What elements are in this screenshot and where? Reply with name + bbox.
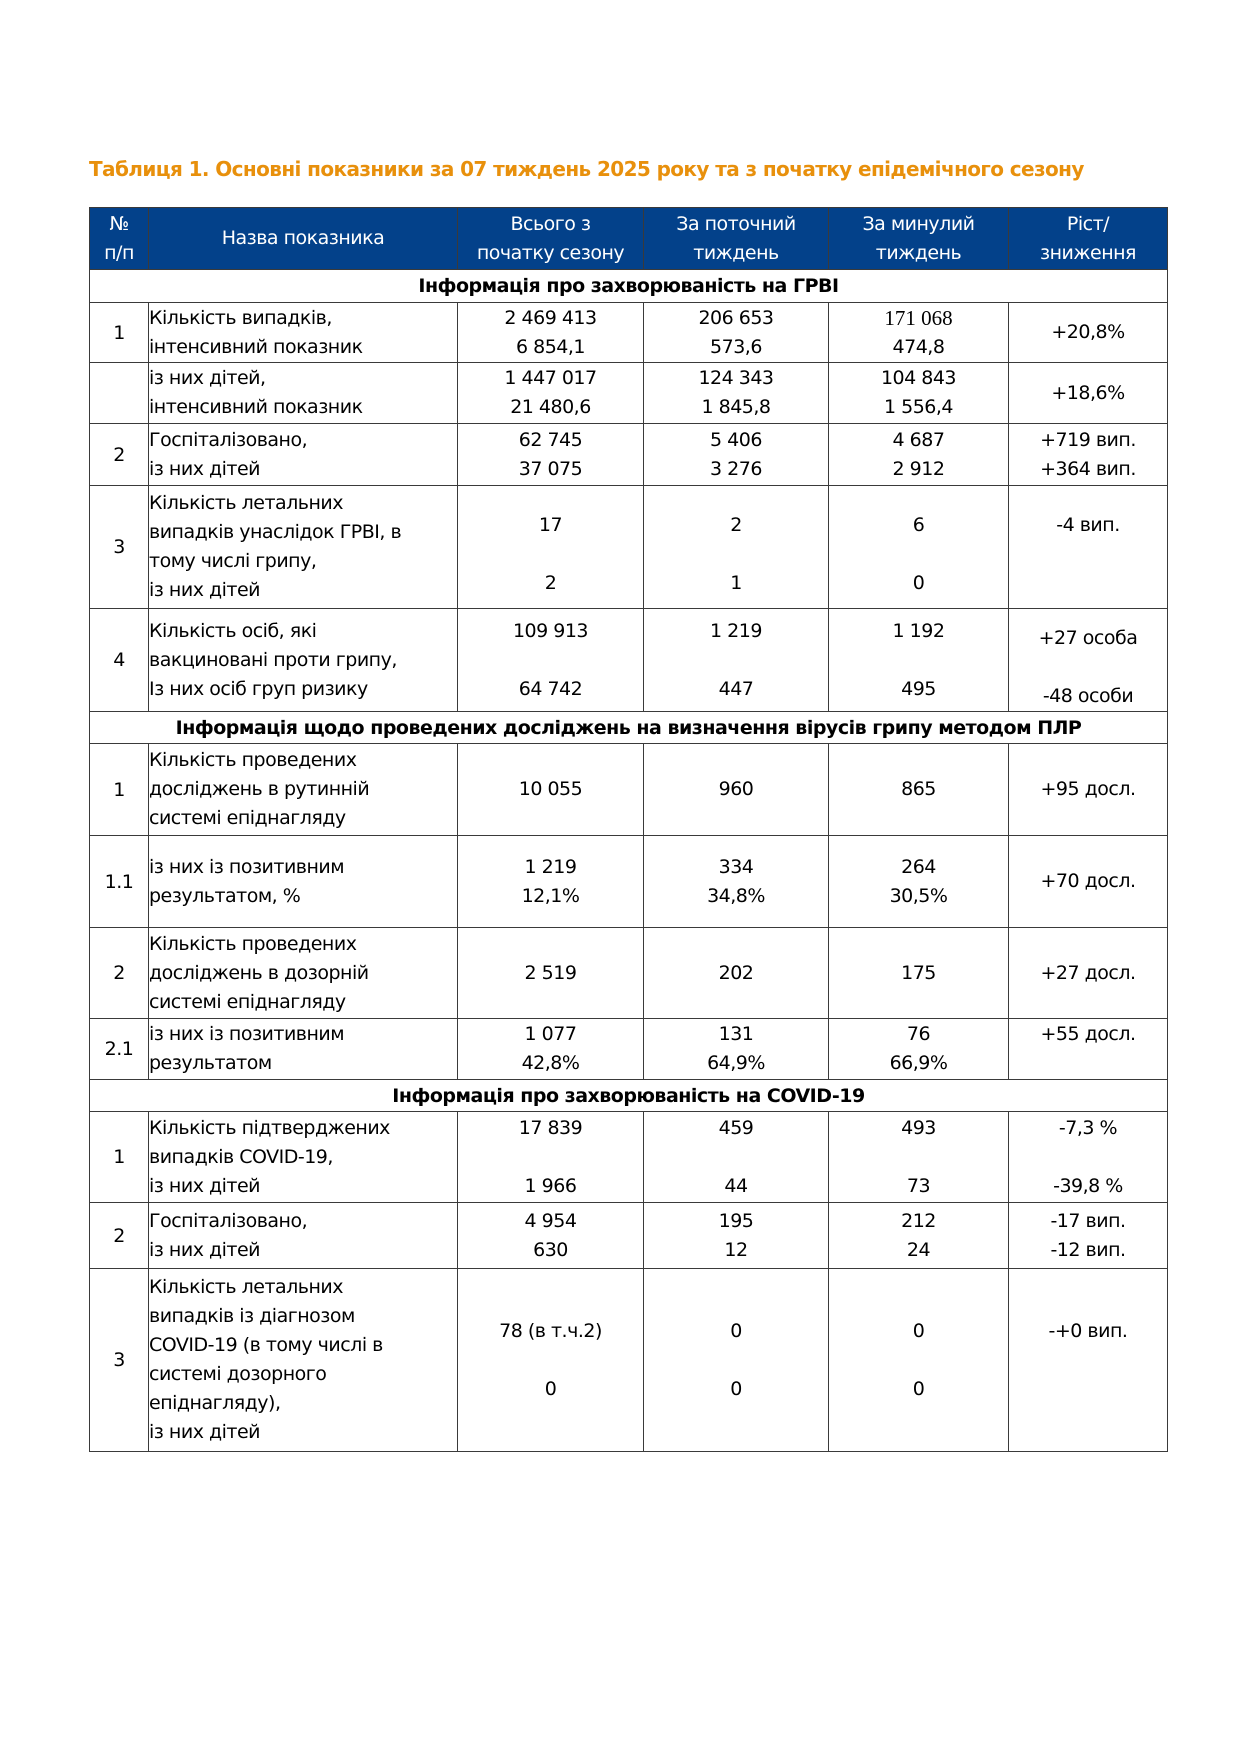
value-current-line: 44 (724, 1174, 748, 1197)
spacer (644, 646, 828, 675)
indicator-name-line: із них дітей (149, 1238, 260, 1261)
value-current (644, 363, 829, 424)
value-change-line: -17 вип. (1050, 1209, 1126, 1232)
header-previous-line2: тиждень (875, 241, 962, 264)
indicator-name (149, 303, 458, 363)
value-previous-line: 1 192 (892, 619, 945, 642)
value-previous-line: 0 (912, 1319, 925, 1342)
indicator-name-line: Кількість летальних (149, 1276, 344, 1298)
section-header-row (90, 270, 1168, 303)
table-row (90, 609, 1168, 712)
value-previous (829, 363, 1009, 424)
value-current (644, 836, 829, 928)
value-previous (829, 609, 1009, 712)
value-change-line: -39,8 % (1053, 1174, 1123, 1197)
value-change (1009, 1112, 1168, 1203)
spacer (458, 1346, 643, 1375)
spacer (1009, 653, 1167, 682)
row-number: 2 (90, 424, 149, 486)
indicator-name (149, 1019, 458, 1080)
indicator-name-line: досліджень в дозорній (149, 961, 369, 984)
value-total-line: 10 055 (518, 778, 583, 800)
value-current-line: 195 (718, 1209, 754, 1232)
value-previous (829, 486, 1009, 609)
row-number: 2 (90, 928, 149, 1019)
indicator-name-line: із них із позитивним (149, 855, 345, 878)
value-current (644, 1112, 829, 1203)
value-change-line: -12 вип. (1050, 1238, 1126, 1261)
header-total (458, 208, 644, 270)
row-number: 3 (90, 1269, 149, 1452)
table-header-row (90, 208, 1168, 270)
header-current-line2: тиждень (693, 241, 779, 264)
value-change (1009, 1019, 1168, 1080)
value-change-line: -7,3 % (1058, 1116, 1118, 1139)
indicator-name-line: Госпіталізовано, (149, 428, 308, 451)
value-previous-line: 4 687 (892, 428, 945, 451)
value-total-line: 2 (544, 572, 557, 594)
spacer (644, 496, 828, 511)
value-total (458, 1203, 644, 1269)
spacer (1009, 1143, 1167, 1172)
indicator-name-line: результатом, % (149, 884, 301, 907)
value-previous-line: 0 (912, 572, 925, 594)
value-previous (829, 303, 1009, 363)
indicator-name-line: результатом (149, 1052, 272, 1074)
spacer (1009, 496, 1167, 511)
value-current-line: 131 (718, 1023, 754, 1045)
value-current-line: 334 (718, 855, 754, 878)
value-current-line: 1 (730, 572, 742, 594)
section-title: Інформація про захворюваність на ГРВІ (90, 270, 1168, 303)
spacer (1009, 609, 1167, 624)
spacer (1009, 1346, 1167, 1375)
value-previous-line: 30,5% (889, 884, 948, 907)
indicator-name-line: із них дітей (149, 1421, 260, 1443)
value-change-line: -4 вип. (1056, 514, 1120, 536)
value-previous-line: 865 (901, 778, 936, 800)
spacer (1009, 1288, 1167, 1317)
value-total-line: 1 447 017 (504, 367, 597, 389)
value-change (1009, 486, 1168, 609)
row-number: 1 (90, 744, 149, 836)
value-previous (829, 744, 1009, 836)
indicator-name (149, 609, 458, 712)
value-previous-line: 212 (901, 1209, 936, 1232)
row-number: 1 (90, 1112, 149, 1203)
value-previous-line: 104 843 (880, 367, 957, 389)
spacer (644, 1143, 828, 1172)
indicator-name (149, 1269, 458, 1452)
indicator-name-line: досліджень в рутинній (149, 778, 370, 800)
header-name (149, 208, 458, 270)
value-change-line: -48 особи (1042, 685, 1134, 707)
value-current-line: 64,9% (707, 1052, 765, 1074)
indicator-name-line: із них дітей (149, 1174, 260, 1197)
value-current (644, 1269, 829, 1452)
value-change (1009, 424, 1168, 486)
spacer (458, 1404, 643, 1433)
value-previous (829, 1203, 1009, 1269)
value-total (458, 363, 644, 424)
table-row (90, 303, 1168, 363)
spacer (829, 540, 1008, 569)
value-total (458, 486, 644, 609)
table-row (90, 744, 1168, 836)
value-total (458, 928, 644, 1019)
section-title: Інформація щодо проведених досліджень на визначення вірусів грипу методом ПЛР (90, 712, 1168, 744)
header-previous (829, 208, 1009, 270)
table-row (90, 486, 1168, 609)
indicator-name-line: випадків із діагнозом (149, 1305, 355, 1327)
value-change-line: +20,8% (1051, 321, 1125, 343)
value-change-line: +55 досл. (1040, 1023, 1136, 1045)
value-previous-line: 1 556,4 (883, 396, 954, 418)
value-change (1009, 609, 1168, 712)
value-total-line: 4 954 (524, 1209, 577, 1232)
indicator-name (149, 836, 458, 928)
value-change-line: +70 досл. (1040, 870, 1136, 892)
indicator-name (149, 424, 458, 486)
value-current-line: 0 (730, 1319, 742, 1342)
indicator-name-line: системі дозорного (149, 1363, 327, 1385)
value-change (1009, 363, 1168, 424)
row-number: 3 (90, 486, 149, 609)
indicator-name-line: Кількість летальних (149, 492, 344, 514)
spacer (829, 646, 1008, 675)
value-change-line: +364 вип. (1040, 457, 1136, 480)
indicator-name-line: із них із позитивним (149, 1023, 345, 1045)
indicators-table (89, 207, 1168, 1452)
indicator-name-line: Із них осіб груп ризику (149, 677, 368, 700)
value-change (1009, 1269, 1168, 1452)
spacer (1009, 540, 1167, 569)
spacer (644, 1404, 828, 1433)
value-current (644, 303, 829, 363)
indicator-name-line: системі епіднагляду (149, 990, 346, 1013)
indicator-name (149, 1203, 458, 1269)
value-previous (829, 1269, 1009, 1452)
indicator-name-line: із них дітей (149, 457, 260, 480)
header-name-label: Назва показника (221, 227, 385, 249)
value-current (644, 744, 829, 836)
header-previous-line1: За минулий (862, 212, 975, 235)
indicator-name-line: епіднагляду), (149, 1392, 281, 1414)
value-total (458, 1112, 644, 1203)
indicator-name-line: COVID-19 (в тому числі в (149, 1334, 383, 1356)
table-row (90, 424, 1168, 486)
header-change-line1: Ріст/ (1066, 212, 1110, 235)
header-total-line1: Всього з (510, 212, 591, 235)
header-change (1009, 208, 1168, 270)
spacer (458, 496, 643, 511)
value-current-line: 5 406 (710, 428, 762, 451)
value-current-line: 2 (730, 514, 742, 536)
value-total-line: 17 (538, 514, 563, 536)
header-change-line2: зниження (1040, 241, 1136, 264)
indicator-name-line: Кількість випадків, (149, 306, 332, 329)
value-total-line: 0 (544, 1377, 557, 1400)
value-previous-line: 175 (901, 961, 936, 984)
header-current (644, 208, 829, 270)
value-total (458, 609, 644, 712)
value-current-line: 3 276 (710, 457, 762, 480)
value-current-line: 124 343 (698, 367, 774, 389)
value-previous (829, 836, 1009, 928)
value-current-line: 459 (718, 1116, 754, 1139)
indicator-name-line: із них дітей, (149, 367, 266, 389)
value-total-line: 1 219 (524, 855, 577, 878)
spacer (1009, 1404, 1167, 1433)
spacer (1009, 569, 1167, 598)
value-previous (829, 928, 1009, 1019)
indicator-name (149, 744, 458, 836)
value-current-line: 960 (718, 778, 754, 800)
value-previous-line: 76 (906, 1023, 931, 1045)
value-current-line: 202 (718, 961, 754, 984)
value-previous-line: 24 (906, 1238, 931, 1261)
table-row (90, 1269, 1168, 1452)
value-current-line: 12 (724, 1238, 748, 1261)
value-total (458, 424, 644, 486)
value-previous-line: 474,8 (892, 335, 945, 358)
value-current (644, 609, 829, 712)
value-current-line: 1 219 (710, 619, 762, 642)
value-change-line: +95 досл. (1040, 778, 1136, 800)
row-number: 1 (90, 303, 149, 363)
value-change (1009, 836, 1168, 928)
indicator-name-line: випадків COVID-19, (149, 1145, 333, 1168)
value-previous (829, 1019, 1009, 1080)
row-number: 2.1 (90, 1019, 149, 1080)
indicator-name (149, 928, 458, 1019)
value-current-line: 1 845,8 (701, 396, 771, 418)
value-current (644, 424, 829, 486)
spacer (829, 496, 1008, 511)
header-current-line1: За поточний (676, 212, 796, 235)
value-total-line: 109 913 (512, 619, 589, 642)
value-previous-line: 0 (912, 1377, 925, 1400)
indicator-name-line: Кількість проведених (149, 749, 357, 771)
section-title: Інформація про захворюваність на COVID-19 (90, 1080, 1168, 1112)
indicator-name-line: інтенсивний показник (149, 396, 363, 418)
indicator-name-line: Кількість осіб, які (149, 619, 317, 642)
value-current (644, 486, 829, 609)
value-previous-line: 73 (906, 1174, 931, 1197)
indicator-name (149, 1112, 458, 1203)
value-previous-line: 6 (912, 514, 925, 536)
value-previous (829, 1112, 1009, 1203)
value-change (1009, 928, 1168, 1019)
table-title: Таблиця 1. Основні показники за 07 тиждень 2025 року та з початку епідемічного сезону (89, 157, 1084, 181)
value-current-line: 34,8% (707, 884, 765, 907)
value-change (1009, 744, 1168, 836)
value-change-line: +719 вип. (1040, 428, 1136, 451)
value-total-line: 1 077 (524, 1023, 577, 1045)
row-number: 4 (90, 609, 149, 712)
value-current (644, 1019, 829, 1080)
value-total-line: 78 (в т.ч.2) (499, 1319, 602, 1342)
section-header-row (90, 712, 1168, 744)
table-row (90, 836, 1168, 928)
header-num-line2: п/п (104, 241, 134, 264)
value-previous-line: 495 (901, 677, 936, 700)
value-total-line: 2 519 (524, 961, 577, 984)
value-current (644, 1203, 829, 1269)
value-total-line: 6 854,1 (515, 335, 586, 358)
value-change (1009, 303, 1168, 363)
header-total-line2: початку сезону (476, 241, 625, 264)
value-total-line: 21 480,6 (510, 396, 591, 418)
indicator-name-line: інтенсивний показник (149, 335, 363, 358)
value-total-line: 17 839 (518, 1116, 583, 1139)
spacer (829, 1404, 1008, 1433)
value-total (458, 303, 644, 363)
value-total-line: 2 469 413 (504, 306, 597, 329)
row-number (90, 363, 149, 424)
spacer (829, 1346, 1008, 1375)
value-total (458, 1269, 644, 1452)
value-change-line: +27 особа (1038, 627, 1138, 649)
spacer (644, 540, 828, 569)
value-total (458, 1019, 644, 1080)
value-total-line: 12,1% (521, 884, 580, 907)
indicator-name (149, 363, 458, 424)
value-total-line: 64 742 (518, 677, 583, 700)
value-previous-line: 66,9% (889, 1052, 948, 1074)
spacer (458, 1143, 643, 1172)
value-current (644, 928, 829, 1019)
value-current-line: 447 (718, 677, 754, 700)
row-number: 1.1 (90, 836, 149, 928)
value-total-line: 630 (533, 1238, 568, 1261)
spacer (1009, 1049, 1167, 1078)
value-total-line: 1 966 (524, 1174, 577, 1197)
header-num-line1: № (109, 212, 129, 235)
indicator-name-line: Кількість підтверджених (149, 1116, 390, 1139)
value-change-line: +18,6% (1051, 381, 1125, 404)
value-previous (829, 424, 1009, 486)
value-total (458, 744, 644, 836)
value-previous-line: 171 068 (884, 305, 953, 330)
header-num (90, 208, 149, 270)
indicator-name-line: вакциновані проти грипу, (149, 648, 397, 671)
value-previous-line: 264 (901, 855, 936, 878)
indicator-name-line: системі епіднагляду (149, 807, 346, 829)
spacer (458, 1288, 643, 1317)
value-total-line: 62 745 (518, 428, 583, 451)
spacer (458, 540, 643, 569)
value-current-line: 573,6 (710, 335, 762, 358)
indicator-name (149, 486, 458, 609)
value-change-line: -+0 вип. (1048, 1319, 1128, 1342)
section-header-row (90, 1080, 1168, 1112)
value-previous-line: 493 (901, 1116, 936, 1139)
table-row (90, 1203, 1168, 1269)
indicator-name-line: випадків унаслідок ГРВІ, в (149, 521, 402, 543)
table-row (90, 928, 1168, 1019)
indicator-name-line: тому числі грипу, (149, 550, 317, 572)
value-total (458, 836, 644, 928)
table-row (90, 1019, 1168, 1080)
value-current-line: 0 (730, 1377, 742, 1400)
value-previous-line: 2 912 (892, 457, 945, 480)
spacer (1009, 1375, 1167, 1404)
value-current-line: 206 653 (698, 306, 774, 329)
value-change (1009, 1203, 1168, 1269)
value-change-line: +27 досл. (1040, 961, 1136, 984)
spacer (458, 646, 643, 675)
spacer (644, 1288, 828, 1317)
spacer (829, 1288, 1008, 1317)
table-row (90, 1112, 1168, 1203)
indicator-name-line: із них дітей (149, 579, 260, 601)
indicator-name-line: Кількість проведених (149, 932, 357, 955)
indicator-name-line: Госпіталізовано, (149, 1209, 308, 1232)
spacer (829, 1143, 1008, 1172)
value-total-line: 37 075 (518, 457, 583, 480)
row-number: 2 (90, 1203, 149, 1269)
value-total-line: 42,8% (521, 1052, 580, 1074)
spacer (644, 1346, 828, 1375)
table-row (90, 363, 1168, 424)
